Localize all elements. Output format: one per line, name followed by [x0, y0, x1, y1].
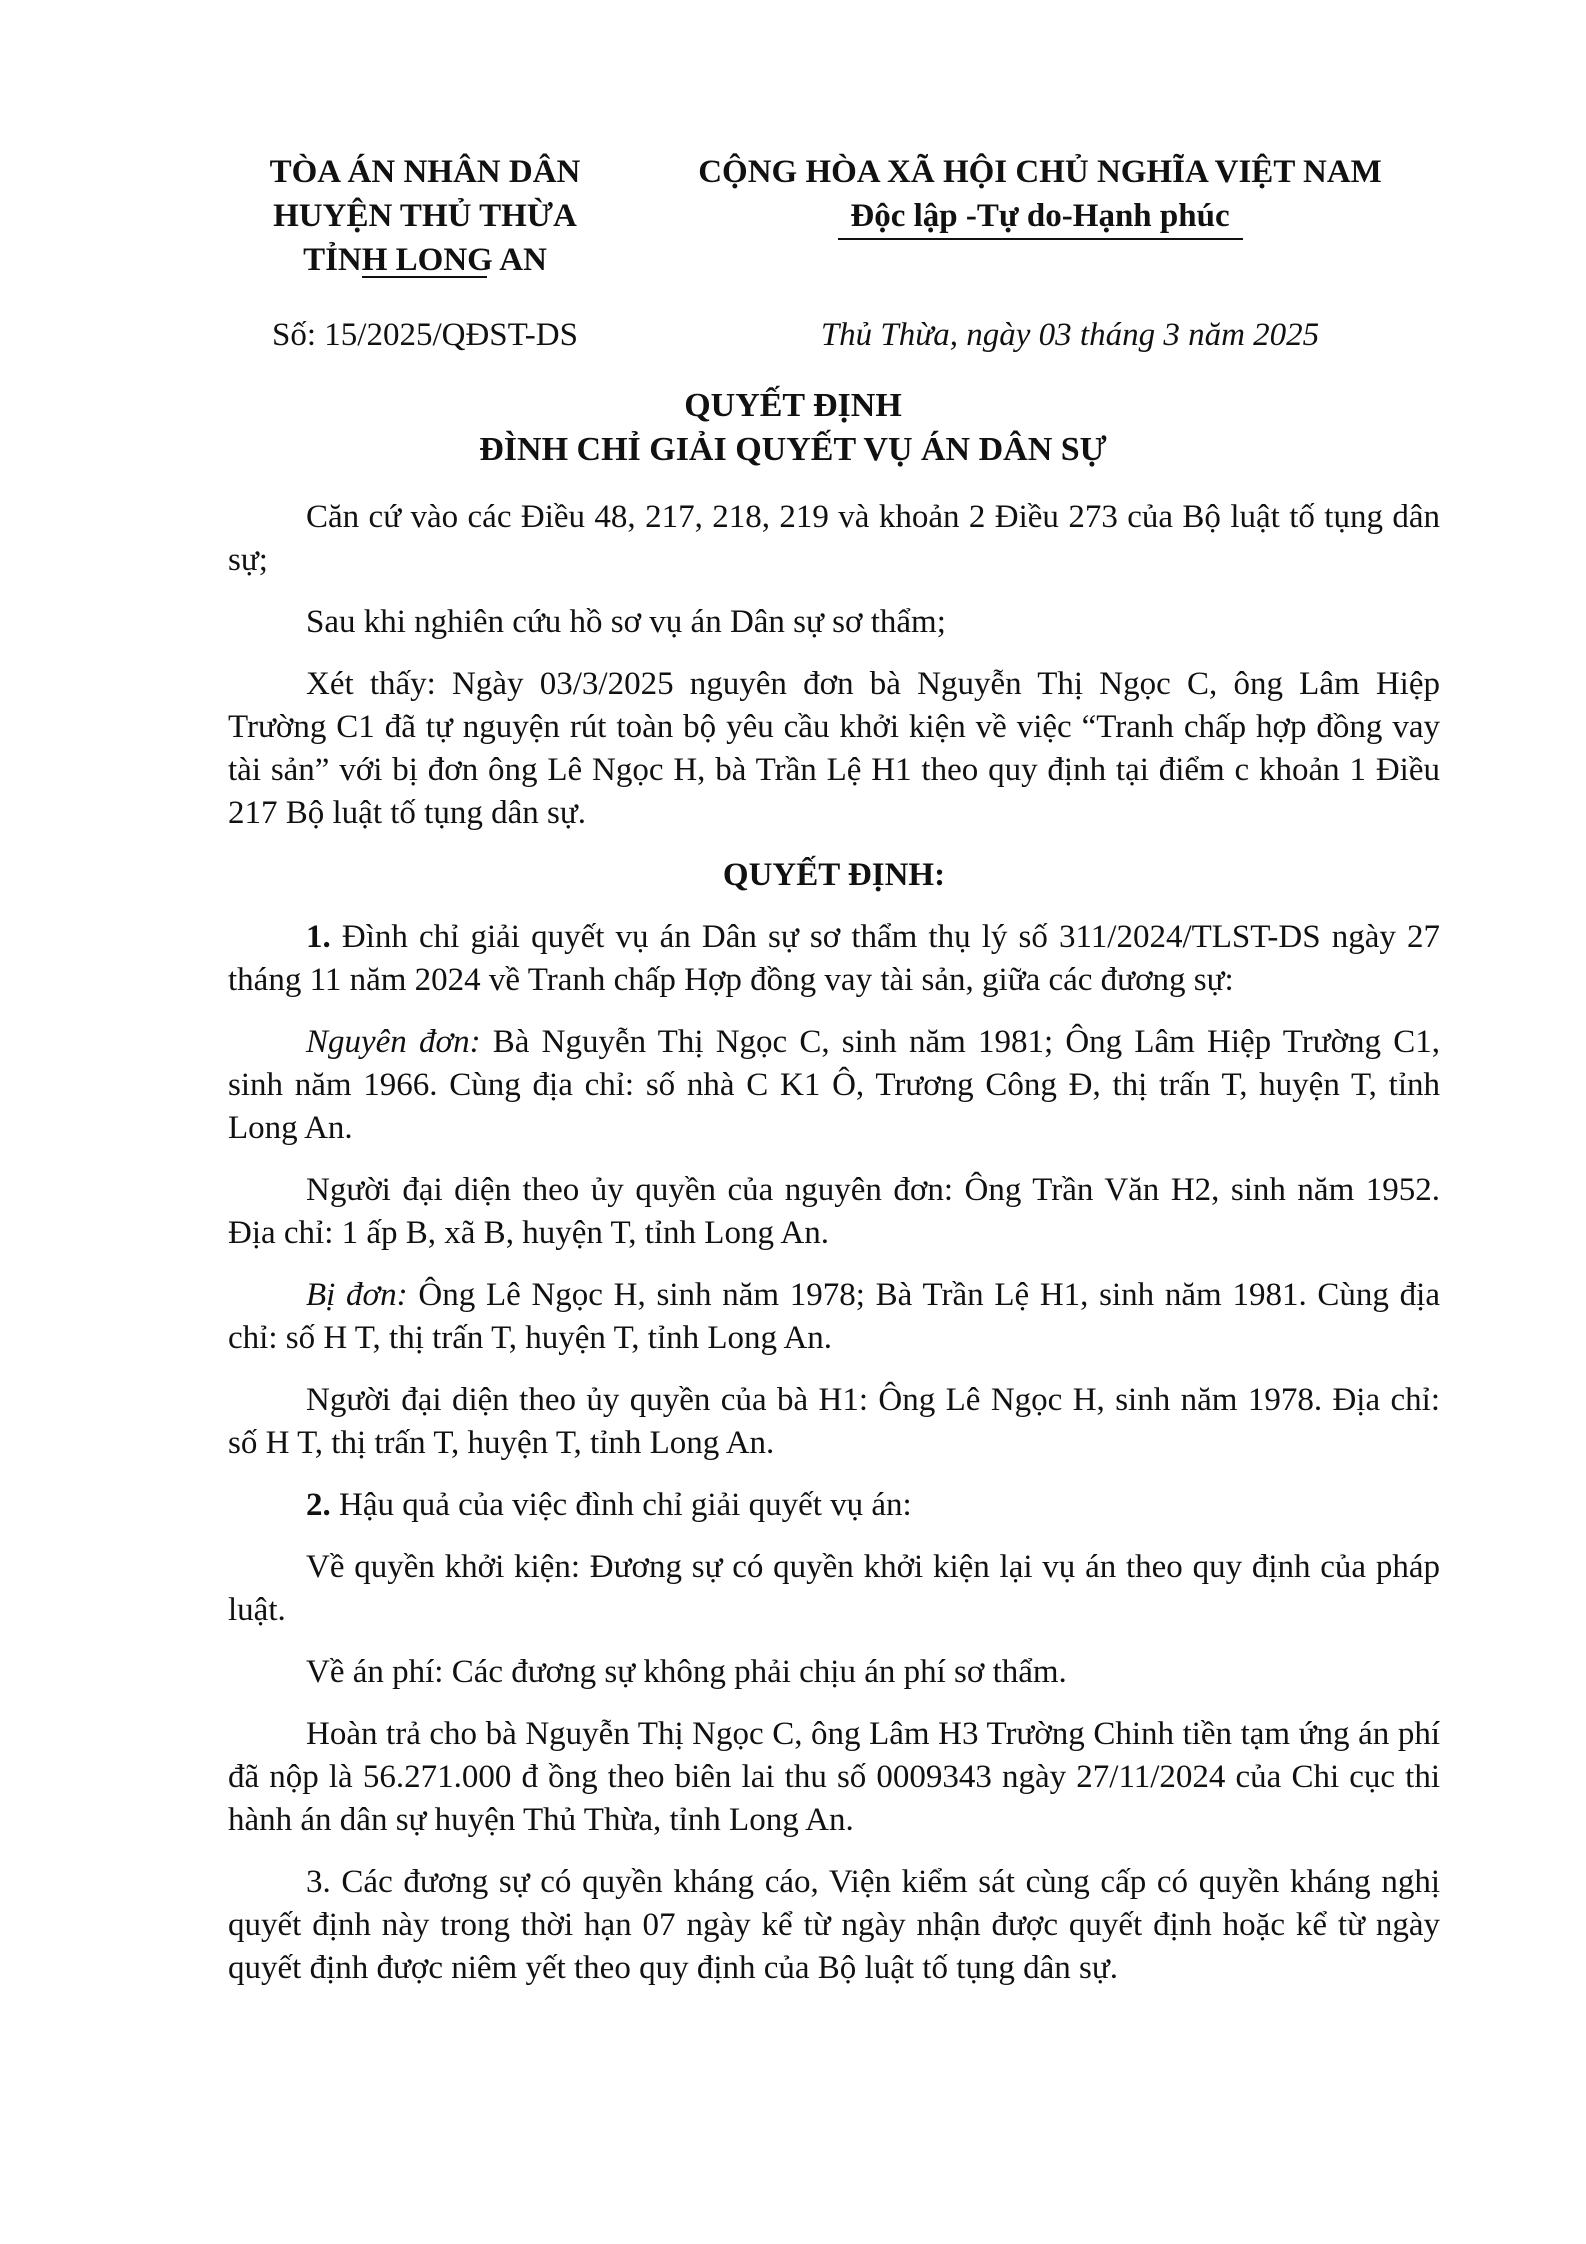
defendant-label: Bị đơn: [306, 1277, 408, 1313]
decision-number: Số: 15/2025/QĐST-DS [272, 317, 578, 353]
defendant-text: Ông Lê Ngọc H, sinh năm 1978; Bà Trần Lệ H1, sinh năm 1981. Cùng địa chỉ: số H T, thị trấn T, huyện T, tỉnh Long An. [228, 1277, 1440, 1356]
plaintiff-label: Nguyên đơn: [306, 1024, 481, 1060]
court-line: TỈNH LONG AN [303, 242, 547, 278]
item-1-text: Đình chỉ giải quyết vụ án Dân sự sơ thẩm thụ lý số 311/2024/TLST-DS ngày 27 tháng 11 năm 2024 về Tranh chấp Hợp đồng vay tài sản, giữa các đương sự: [228, 919, 1440, 998]
court-name-block [205, 150, 645, 282]
plaintiff-rep-paragraph: Người đại diện theo ủy quyền của nguyên đơn: Ông Trần Văn H2, sinh năm 1952. Địa chỉ: 1 ấp B, xã B, huyện T, tỉnh Long An. [228, 1172, 1440, 1251]
review-paragraph: Sau khi nghiên cứu hồ sơ vụ án Dân sự sơ thẩm; [306, 604, 946, 640]
findings-paragraph: Xét thấy: Ngày 03/3/2025 nguyên đơn bà Nguyễn Thị Ngọc C, ông Lâm Hiệp Trường C1 đã tự nguyện rút toàn bộ yêu cầu khởi kiện về việc “Tranh chấp hợp đồng vay tài sản” với bị đơn ông Lê Ngọc H, bà Trần Lệ H1 theo quy định tại điểm c khoản 1 Điều 217 Bộ luật tố tụng dân sự. [228, 666, 1440, 831]
document-title [0, 384, 1586, 472]
item-1-paragraph [228, 916, 1440, 1002]
item-2-paragraph [228, 1484, 1440, 1527]
court-line: TÒA ÁN NHÂN DÂN [269, 154, 581, 190]
plaintiff-text: Bà Nguyễn Thị Ngọc C, sinh năm 1981; Ông Lâm Hiệp Trường C1, sinh năm 1966. Cùng địa chỉ: số nhà C K1 Ô, Trương Công Đ, thị trấn T, huyện T, tỉnh Long An. [228, 1024, 1440, 1146]
court-fee-paragraph: Về án phí: Các đương sự không phải chịu án phí sơ thẩm. [306, 1654, 1067, 1690]
national-motto-block [660, 150, 1420, 238]
document-body [228, 496, 1440, 2009]
right-to-sue-paragraph: Về quyền khởi kiện: Đương sự có quyền khởi kiện lại vụ án theo quy định của pháp luật. [228, 1549, 1440, 1628]
title-line-1: QUYẾT ĐỊNH [684, 387, 902, 424]
defendant-rep-paragraph: Người đại diện theo ủy quyền của bà H1: Ông Lê Ngọc H, sinh năm 1978. Địa chỉ: số H T, thị trấn T, huyện T, tỉnh Long An. [228, 1382, 1440, 1461]
nation-name: CỘNG HÒA XÃ HỘI CHỦ NGHĨA VIỆT NAM [698, 154, 1382, 190]
item-1-number: 1. [306, 919, 331, 955]
refund-paragraph: Hoàn trả cho bà Nguyễn Thị Ngọc C, ông Lâm H3 Trường Chinh tiền tạm ứng án phí đã nộp là 56.271.000 đ ồng theo biên lai thu số 0009343 ngày 27/11/2024 của Chi cục thi hành án dân sự huyện Thủ Thừa, tỉnh Long An. [228, 1716, 1440, 1838]
place-date: Thủ Thừa, ngày 03 tháng 3 năm 2025 [820, 317, 1320, 353]
title-line-2: ĐÌNH CHỈ GIẢI QUYẾT VỤ ÁN DÂN SỰ [479, 431, 1107, 468]
item-3-paragraph: 3. Các đương sự có quyền kháng cáo, Viện kiểm sát cùng cấp có quyền kháng nghị quyết định này trong thời hạn 07 ngày kể từ ngày nhận được quyết định hoặc kể từ ngày quyết định được niêm yết theo quy định của Bộ luật tố tụng dân sự. [228, 1864, 1440, 1986]
plaintiff-paragraph [228, 1021, 1440, 1150]
defendant-paragraph [228, 1274, 1440, 1360]
motto-underline [838, 238, 1243, 240]
item-2-text: Hậu quả của việc đình chỉ giải quyết vụ án: [330, 1487, 912, 1523]
motto: Độc lập -Tự do-Hạnh phúc [850, 198, 1230, 234]
item-2-number: 2. [306, 1487, 331, 1523]
legal-basis-paragraph: Căn cứ vào các Điều 48, 217, 218, 219 và khoản 2 Điều 273 của Bộ luật tố tụng dân sự; [228, 499, 1440, 578]
decision-heading: QUYẾT ĐỊNH: [722, 857, 946, 893]
court-line: HUYỆN THỦ THỪA [273, 198, 577, 234]
court-underline [362, 276, 487, 278]
